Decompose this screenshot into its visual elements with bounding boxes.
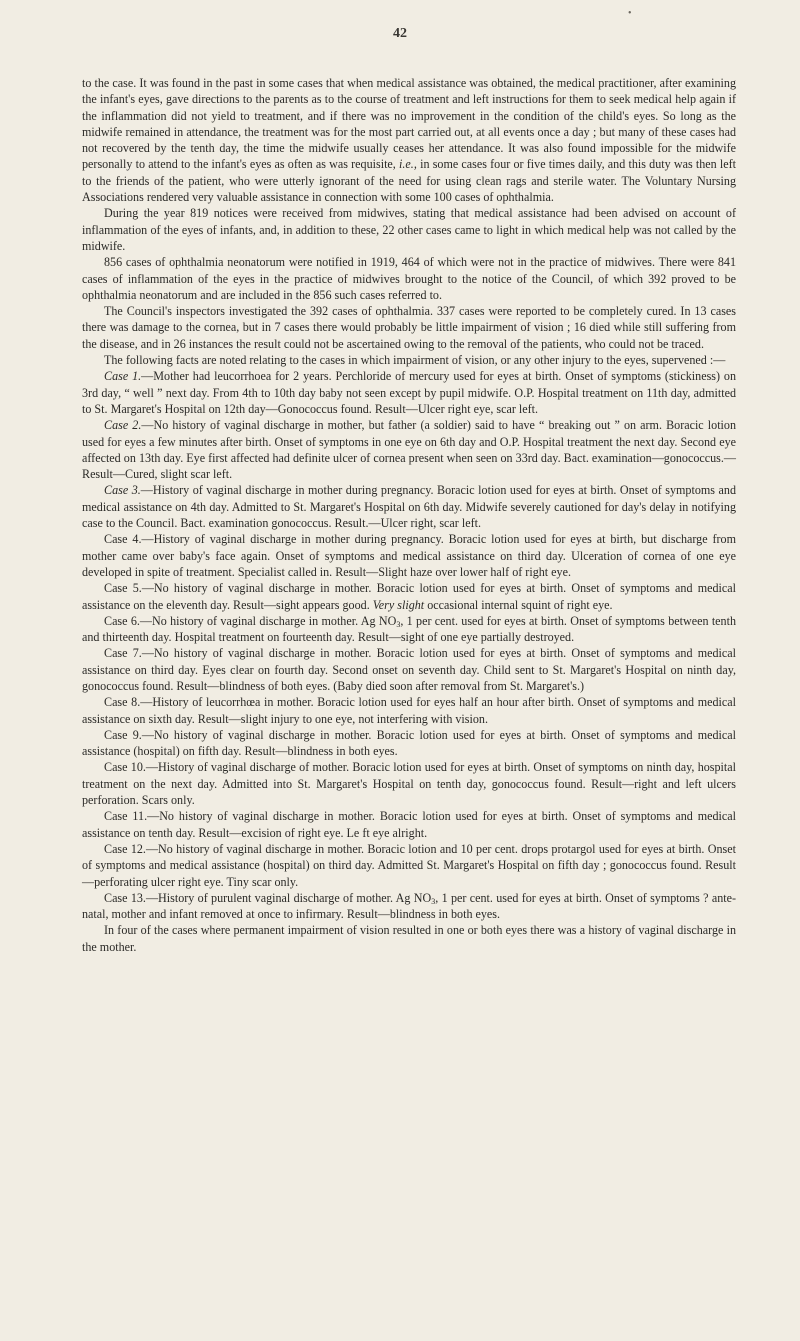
italic-emphasis: Very slight [372, 597, 425, 612]
case-paragraph: Case 3.—History of vaginal discharge in mother during pregnancy. Boracic lotion used for eyes at birth. Onset of symptoms and medical assistance on 4th day. Admitted to St. Margaret's Hospital on 6th day. Midwife severely cautioned for day's delay in notifying case to the Council. Bact. examination gonococcus. Result.—Ulcer right, scar left. [82, 483, 736, 531]
case-label: Case 1. [104, 369, 142, 384]
page-number: 42 [393, 26, 407, 41]
paragraph: The following facts are noted relating to the cases in which impairment of vision, or any other injury to the eyes, supervened :— [104, 353, 726, 368]
case-paragraph: Case 1.—Mother had leucorrhoea for 2 years. Perchloride of mercury used for eyes at birth. Onset of symptoms (stickiness) on 3rd day, “ well ” next day. From 4th to 10th day baby not seen except by pupil midwife. O.P. Hospital treatment on 11th day, admitted to St. Margaret's Hospital on 12th day—Gonococcus found. Result—Ulcer right eye, scar left. [82, 369, 737, 416]
paragraph: to the case. It was found in the past in some cases that when medical assistance was obtained, the medical practitioner, after examining the infant's eyes, gave directions to the parents as to the course of treatment and left instructions for them to seek medical help again if the inflammation did not yield to treatment, and if there was no improvement in the condition of the child's eyes. So long as the midwife remained in attendance, the treatment was for the most part carried out, at all events once a day ; but many of these cases had not recovered by the tenth day, the time the midwife usually ceases her attendance. It was also found impossible for the midwife personally to attend to the infant's eyes as often as was requisite, i.e., in some cases four or five times daily, and this duty was then left to the friends of the patient, who were utterly ignorant of the need for using clean rags and sterile water. The Voluntary Nursing Associations rendered very valuable assistance in connection with some 100 cases of ophthalmia. [82, 76, 737, 205]
case-label: Case 9. [104, 727, 142, 742]
case-paragraph: Case 2.—No history of vaginal discharge in mother, but father (a soldier) said to have “ breaking out ” on arm. Boracic lotion used for eyes a few minutes after birth. Onset of symptoms in one eye on 6th day and O.P. Hospital treatment the next day. Second eye affected on 13th day. Eye first affected had definite ulcer of cornea present when seen on 33rd day. Bact. examination—gonococcus.—Result—Cured, slight scar left. [82, 418, 737, 482]
case-paragraph: Case 9.—No history of vaginal discharge in mother. Boracic lotion used for eyes at birth. Onset of symptoms and medical assistance (hospital) on fifth day. Result—blindness in both eyes. [82, 727, 736, 759]
case-label: Case 2. [104, 418, 142, 433]
case-label: Case 7. [104, 646, 142, 661]
case-paragraph: Case 7.—No history of vaginal discharge in mother. Boracic lotion used for eyes at birth. Onset of symptoms and medical assistance on third day. Eyes clear on fourth day. Second onset on seventh day. Child sent to St. Margaret's Hospital on ninth day, gonococcus found. Result—blindness of both eyes. (Baby died soon after removal from St. Margaret's.) [82, 646, 736, 693]
case-label: Case 11. [104, 809, 148, 824]
case-paragraph: Case 8.—History of leucorrhœa in mother. Boracic lotion used for eyes half an hour after birth. Onset of symptoms and medical assistance on sixth day. Result—slight injury to one eye, not interfering with vision. [82, 695, 737, 726]
case-label: Case 6. [104, 613, 140, 628]
case-label: Case 8. [104, 695, 141, 710]
case-paragraph: Case 13.—History of purulent vaginal discharge of mother. Ag $NO_3$, 1 per cent. used for eyes at birth. Onset of symptoms ? ante-natal, mother and infant removed at once to infirmary. Result—blindness in both eyes. [82, 890, 736, 922]
paragraph: During the year 819 notices were received from midwives, stating that medical assistance had been advised on account of inflammation of the eyes of infants, and, in addition to these, 22 other cases came to light in which medical help was not called by the midwife. [82, 206, 736, 253]
closing-paragraph: In four of the cases where permanent impairment of vision resulted in one or both eyes there was a history of vaginal discharge in the mother. [82, 923, 736, 954]
case-paragraph: Case 5.—No history of vaginal discharge in mother. Boracic lotion used for eyes at birth. Onset of symptoms and medical assistance on the eleventh day. Result—sight appears good. Very slight occasional internal squint of right eye. [82, 581, 736, 612]
case-label: Case 12. [104, 841, 146, 856]
subscript: 3 [431, 896, 436, 906]
case-paragraph: Case 10.—History of vaginal discharge of mother. Boracic lotion used for eyes at birth. Onset of symptoms on ninth day, hospital treatment on the next day. Admitted into St. Margaret's Hospital on tenth day, gonococcus found. Result—right and left ulcers perforation. Scars only. [82, 760, 737, 808]
body-text [82, 75, 736, 955]
italic-abbreviation: i.e., [399, 157, 417, 172]
case-label: Case 4 [104, 532, 139, 547]
case-paragraph: Case 6.—No history of vaginal discharge in mother. Ag $NO_3$, 1 per cent. used for eyes at birth. Onset of symptoms between tenth and thirteenth day. Hospital treatment on fourteenth day. Result—sight of one eye partially destroyed. [82, 613, 737, 645]
subscript: 3 [396, 619, 401, 629]
paragraph: 856 cases of ophthalmia neonatorum were notified in 1919, 464 of which were not in the practice of midwives. There were 841 cases of inflammation of the eyes in the practice of midwives brought to the notice of the Council, of which 392 proved to be ophthalmia neonatorum and are included in the 856 such cases referred to. [82, 255, 736, 302]
case-label: Case 13. [104, 890, 146, 905]
case-label: Case 5. [104, 581, 142, 596]
case-label: Case 10. [104, 760, 146, 775]
case-paragraph: Case 4.—History of vaginal discharge in mother during pregnancy. Boracic lotion used for eyes at birth, but discharge from mother came over baby's face again. Onset of symptoms and medical assistance on third day. Ulceration of cornea of one eye developed in spite of treatment. Specialist called in. Result—Slight haze over lower half of right eye. [82, 532, 736, 579]
paragraph: The Council's inspectors investigated the 392 cases of ophthalmia. 337 cases were reported to be completely cured. In 13 cases there was damage to the cornea, but in 7 cases there would probably be little impairment of vision ; 16 died while still suffering from the disease, and in 26 instances the result could not be ascertained owing to the removal of the patients, who could not be traced. [82, 304, 736, 351]
case-label: Case 3. [104, 483, 141, 498]
case-paragraph: Case 11.—No history of vaginal discharge in mother. Boracic lotion used for eyes at birth. Onset of symptoms and medical assistance on tenth day. Result—excision of right eye. Le ft eye alright. [82, 809, 736, 840]
page-mark: • [628, 8, 632, 19]
case-paragraph: Case 12.—No history of vaginal discharge in mother. Boracic lotion and 10 per cent. drops protargol used for eyes at birth. Onset of symptoms and medical assistance (hospital) on third day. Admitted St. Margaret's Hospital on fifth day ; gonococcus found. Result—perforating ulcer right eye. Tiny scar only. [82, 841, 736, 889]
